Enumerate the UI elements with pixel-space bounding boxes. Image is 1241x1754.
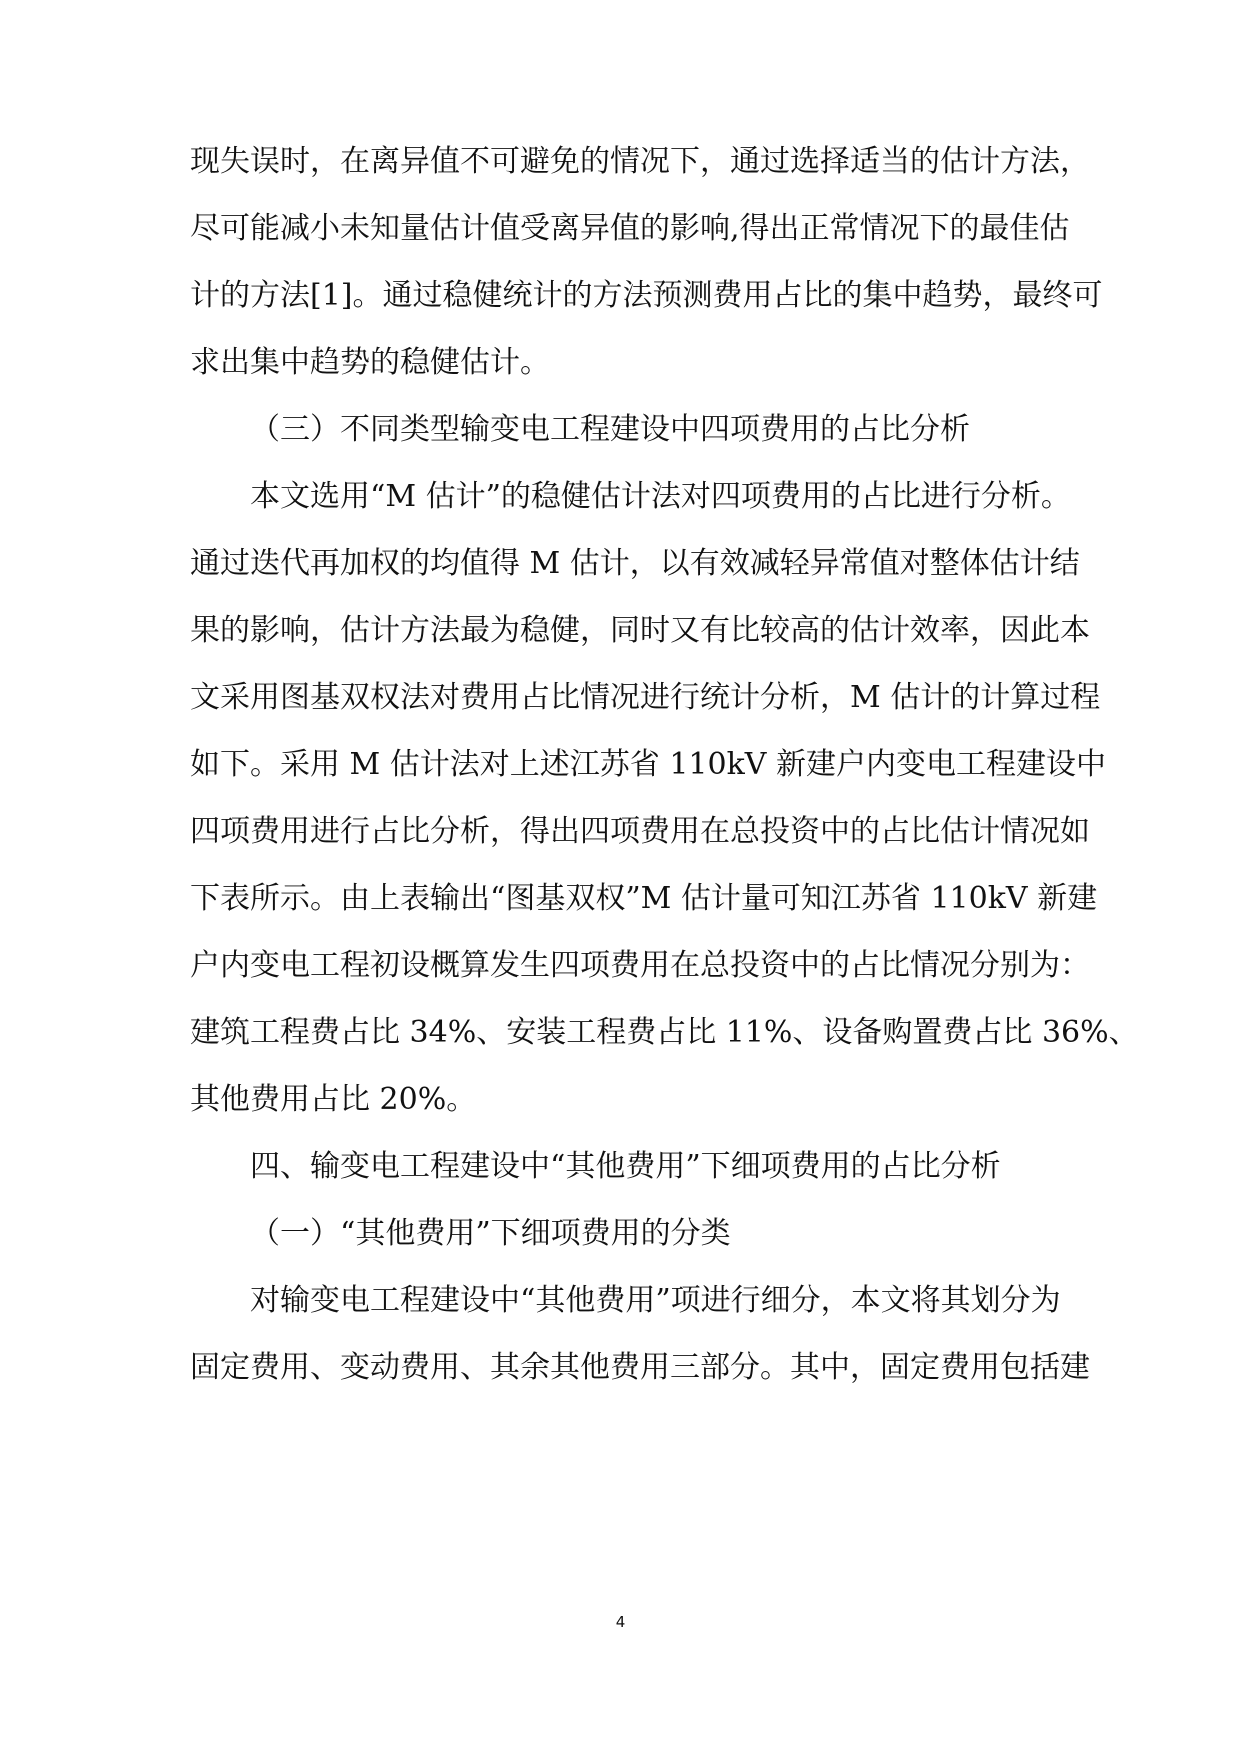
body-text-line: 下表所示。由上表输出“图基双权”M 估计量可知江苏省 110kV 新建	[190, 881, 1098, 916]
body-text-line: 四项费用进行占比分析，得出四项费用在总投资中的占比估计情况如	[190, 814, 1090, 849]
body-text-line: 建筑工程费占比 34%、安装工程费占比 11%、设备购置费占比 36%、	[190, 1015, 1139, 1050]
paragraph-first-line: 对输变电工程建设中“其他费用”项进行细分，本文将其划分为	[250, 1283, 1061, 1318]
body-text-line: 其他费用占比 20%。	[190, 1082, 477, 1117]
body-text-line: 文采用图基双权法对费用占比情况进行统计分析，M 估计的计算过程	[190, 680, 1101, 715]
body-text-line: 户内变电工程初设概算发生四项费用在总投资中的占比情况分别为：	[190, 948, 1090, 983]
body-text-line: 如下。采用 M 估计法对上述江苏省 110kV 新建户内变电工程建设中	[190, 747, 1106, 782]
section-heading-4: 四、输变电工程建设中“其他费用”下细项费用的占比分析	[250, 1149, 1001, 1184]
body-text-line: 计的方法[1]。通过稳健统计的方法预测费用占比的集中趋势，最终可	[190, 278, 1103, 313]
subsection-heading-1: （一）“其他费用”下细项费用的分类	[250, 1216, 731, 1251]
paragraph-first-line: 本文选用“M 估计”的稳健估计法对四项费用的占比进行分析。	[250, 479, 1071, 514]
body-text-line: 求出集中趋势的稳健估计。	[190, 345, 550, 380]
body-text-line: 尽可能减小未知量估计值受离异值的影响,得出正常情况下的最佳估	[190, 211, 1070, 246]
body-text-line: 现失误时，在离异值不可避免的情况下，通过选择适当的估计方法，	[190, 144, 1090, 179]
body-text-line: 通过迭代再加权的均值得 M 估计，以有效减轻异常值对整体估计结	[190, 546, 1080, 581]
body-text-line: 果的影响，估计方法最为稳健，同时又有比较高的估计效率，因此本	[190, 613, 1090, 648]
section-heading-3: （三）不同类型输变电工程建设中四项费用的占比分析	[250, 412, 970, 447]
page-number: 4	[615, 1613, 626, 1631]
body-text-line: 固定费用、变动费用、其余其他费用三部分。其中，固定费用包括建	[190, 1350, 1090, 1385]
